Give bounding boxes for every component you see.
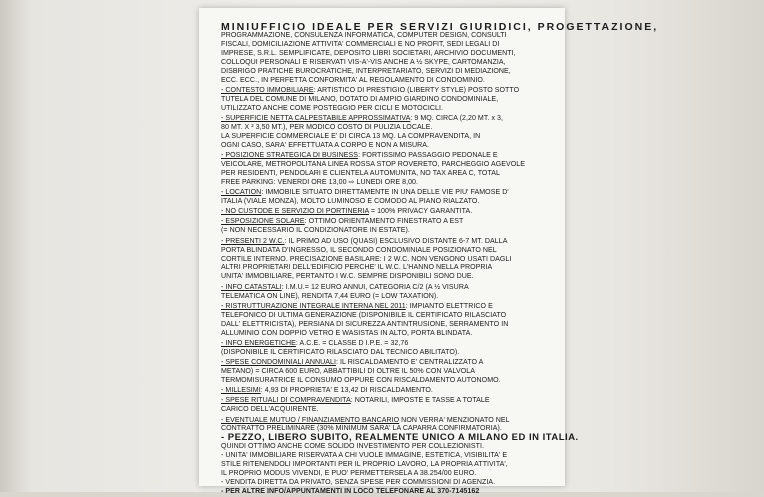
notice-line: [221, 170, 551, 179]
notice-line: [221, 273, 551, 282]
notice-line: [221, 105, 551, 114]
line-text: : FORTISSIMO PASSAGGIO PEDONALE E: [358, 152, 498, 160]
line-text: 80 MT. X ² 3,50 MT.), PER MODICO COSTO DI PULIZIA LOCALE.: [221, 123, 433, 131]
line-text: - PEZZO, LIBERO SUBITO, REALMENTE UNICO A MILANO ED IN ITALIA.: [221, 432, 579, 444]
notice-line: [221, 68, 551, 77]
line-text: : IL PRIMO AD USO (QUASI) ESCLUSIVO DISTANTE 6-7 MT. DALLA: [284, 237, 508, 245]
section-heading: - SPESE RITUALI DI COMPRAVENDITA: [221, 397, 351, 405]
notice-line: [221, 432, 579, 444]
line-text: - UNITA' IMMOBILIARE RISERVATA A CHI VUOLE IMMAGINE, ESTETICA, VISIBILITA' E: [221, 452, 508, 460]
line-text: DALL' ELETTRICISTA), PERSIANA DI SICUREZZA ANTINTRUSIONE, SERRAMENTO IN: [221, 320, 509, 328]
line-text: CONTRATTO PRELIMINARE (30% MINIMUM SARA' LA CAPARRA CONFIRMATORIA).: [221, 425, 502, 433]
notice-line: [221, 208, 551, 217]
line-text: ALTRI PROPRIETARI DELL'EDIFICIO PERCHE' IL W.C. L'HANNO NELLA PROPRIA: [221, 264, 493, 272]
line-text: : I.M.U.= 12 EURO ANNUI, CATEGORIA C/2 (A ½ VISURA: [281, 283, 469, 291]
section-heading: - ESPOSIZIONE SOLARE: [221, 218, 305, 226]
notice-line: [221, 359, 551, 368]
notice-line: [221, 284, 551, 293]
notice-line: [221, 349, 551, 358]
notice-line: [221, 256, 551, 265]
notice-line: [221, 59, 551, 68]
line-text: - VENDITA DIRETTA DA PRIVATO, SENZA SPESE PER COMMISSIONI DI AGENZIA.: [221, 479, 496, 487]
notice-line: [221, 238, 551, 247]
line-text: OGNI CASO, SARA' EFFETTUATA A CORPO E NON A MISURA.: [221, 141, 430, 149]
line-text: METANO) = CIRCA 600 EURO, ABBATTIBILI DI OLTRE IL 50% CON VALVOLA: [221, 367, 475, 375]
section-heading: - CONTESTO IMMOBILIARE: [221, 86, 314, 94]
notice-line: [221, 32, 551, 41]
notice-line: [221, 218, 551, 227]
notice-line: [221, 397, 551, 406]
notice-line: [221, 443, 551, 452]
notice-line: [221, 152, 551, 161]
line-text: PROGRAMMAZIONE, CONSULENZA INFORMATICA, COMPUTER DESIGN, CONSULTI: [221, 31, 507, 39]
line-text: : ARTISTICO DI PRESTIGIO (LIBERTY STYLE) POSTO SOTTO: [313, 86, 520, 94]
line-text: : 9 MQ. CIRCA (2,20 MT. x 3,: [410, 114, 503, 122]
notice-title: MINIUFFICIO: [221, 21, 308, 33]
notice-line: [221, 330, 551, 339]
notice-line: [221, 264, 551, 273]
line-text: IL PROPRIO MODUS VIVENDI, E PUO' PERMETTERSELA A 38.254/00 EURO.: [221, 470, 477, 478]
line-text: IDEALE PER SERVIZI GIURIDICI, PROGETTAZIONE,: [307, 21, 659, 33]
notice-line: [221, 96, 551, 105]
line-text: (DISPONIBILE IL CERTIFICATO RILASCIATO DAL TECNICO ABILITATO).: [221, 348, 460, 356]
line-text: : IMMOBILE SITUATO DIRETTAMENTE IN UNA DELLE VIE PIU' FAMOSE D': [261, 189, 509, 197]
line-text: = 100% PRIVACY GARANTITA.: [368, 208, 473, 216]
line-text: COLLOQUI PERSONALI E RISERVATI VIS-A'-VIS ANCHE A ½ SKYPE, CARTOMANZIA,: [221, 58, 506, 66]
line-text: (= NON NECESSARIO IL CONDIZIONATORE IN ESTATE).: [221, 227, 410, 235]
line-text: DISBRIGO PRATICHE BUROCRATICHE, INTERPRETARIATO, SERVIZI DI MEDIAZIONE,: [221, 67, 511, 75]
notice-line: [221, 198, 551, 207]
notice-line: [221, 133, 551, 142]
notice-line: [221, 142, 551, 151]
line-text: ALLUMINIO CON DOPPIO VETRO E WASISTAS IN ALTO, PORTA BLINDATA.: [221, 329, 473, 337]
line-text: TUTELA DEL COMUNE DI MILANO, DOTATO DI AMPIO GIARDINO CONDOMINIALE,: [221, 95, 499, 103]
notice-line: [221, 340, 551, 349]
section-heading: - INFO CATASTALI: [221, 283, 282, 291]
notice-line: [221, 227, 551, 236]
line-text: CORTILE INTERNO. PRECISAZIONE BASILARE: I 2 W.C. NON VENGONO USATI DAGLI: [221, 255, 512, 263]
section-heading: - NO CUSTODE E SERVIZIO DI PORTINERIA: [221, 208, 369, 216]
section-heading: - PRESENTI 2 W.C.: [221, 237, 285, 245]
line-text: ITALIA (VIALE MONZA), MOLTO LUMINOSO E COMODO AL PIANO RIALZATO.: [221, 198, 480, 205]
line-text: FISCALI, DOMICILIAZIONE ATTIVITA' COMMERCIALI E NO PROFIT, SEDI LEGALI DI: [221, 40, 500, 48]
notice-line: [221, 77, 551, 86]
notice-line: [221, 41, 551, 50]
line-text: VEICOLARE, METROPOLITANA LINEA ROSSA STOP ROVERETO, PARCHEGGIO AGEVOLE: [221, 160, 525, 168]
notice-line: [221, 293, 551, 302]
section-heading: - LOCATION: [221, 189, 262, 197]
line-text: : IL RISCALDAMENTO E' CENTRALIZZATO A: [335, 359, 484, 367]
line-text: TELEMATICA ON LINE), RENDITA 7,44 EURO (= LOW TAXATION).: [221, 292, 439, 300]
line-text: - PER ALTRE INFO/APPUNTAMENTI IN LOCO TELEFONARE AL 370-7145162: [221, 488, 480, 496]
notice-line: [221, 368, 551, 377]
line-text: : IMPIANTO ELETTRICO E: [405, 302, 493, 310]
line-text: IMPRESE, S.R.L. SEMPLIFICATE, DEPOSITO LIBRI SOCIETARI, ARCHIVIO DOCUMENTI,: [221, 49, 516, 57]
notice-line: [221, 461, 551, 470]
notice-line: [221, 247, 551, 256]
line-text: LA SUPERFICIE COMMERCIALE E' DI CIRCA 13 MQ. LA COMPRAVENDITA, IN: [221, 132, 481, 140]
notice-body: [221, 21, 659, 497]
notice-line: [221, 87, 551, 96]
notice-line: [221, 161, 551, 170]
notice-line: [221, 189, 551, 198]
section-heading: - INFO ENERGETICHE: [221, 339, 296, 347]
notice-line: [221, 312, 551, 321]
section-heading: - SPESE CONDOMINIALI ANNUALI: [221, 359, 336, 367]
posted-notice-sheet: [199, 8, 659, 496]
notice-line: [221, 479, 551, 488]
notice-line: [221, 470, 551, 479]
line-text: TELEFONICO DI ULTIMA GENERAZIONE (DISPONIBILE IL CERTIFICATO RILASCIATO: [221, 311, 507, 319]
notice-line: [221, 488, 551, 497]
notice-title-line: [221, 21, 659, 33]
line-text: : NOTARILI, IMPOSTE E TASSE A TOTALE: [350, 397, 490, 405]
notice-line: [221, 377, 551, 386]
section-heading: - SUPERFICIE NETTA CALPESTABILE APPROSSIMATIVA: [221, 114, 411, 122]
section-heading: - RISTRUTTURAZIONE INTEGRALE INTERNA NEL 2011: [221, 302, 406, 310]
line-text: PER RESIDENTI, PENDOLARI E CLIENTELA AUTOMUNITA, NO TAX AREA C, TOTAL: [221, 169, 500, 177]
line-text: CARICO DELL'ACQUIRENTE.: [221, 406, 319, 414]
line-text: UTILIZZATO ANCHE COME POSTEGGIO PER CICLI E MOTOCICLI.: [221, 104, 443, 112]
notice-line: [221, 387, 551, 396]
line-text: QUINDI OTTIMO ANCHE COME SOLIDO INVESTIMENTO PER COLLEZIONISTI.: [221, 443, 485, 451]
section-heading: - MILLESIMI: [221, 387, 261, 395]
line-text: : OTTIMO ORIENTAMENTO FINESTRATO A EST: [304, 218, 464, 226]
notice-line: [221, 50, 551, 59]
notice-line: [221, 452, 551, 461]
notice-line: [221, 115, 551, 124]
section-heading: - EVENTUALE MUTUO / FINANZIAMENTO BANCARIO: [221, 416, 400, 424]
notice-line: [221, 321, 551, 330]
line-text: : 4,93 DI PROPRIETA' E 13,42 DI RISCALDAMENTO.: [260, 387, 433, 395]
notice-line: [221, 179, 551, 188]
notice-line: [221, 303, 551, 312]
line-text: TERMOMISURATRICE IL CONSUMO OPPURE CON RISCALDAMENTO AUTONOMO.: [221, 376, 501, 384]
line-text: ECC. ECC., IN PERFETTA CONFORMITA' AL REGOLAMENTO DI CONDOMINIO.: [221, 76, 485, 84]
notice-line: [221, 406, 551, 415]
line-text: UNITA' IMMOBILIARE, PERTANTO I W.C. SEMPRE DISPONIBILI SONO DUE.: [221, 273, 474, 281]
notice-line: [221, 417, 551, 426]
line-text: NON VERRA' MENZIONATO NEL: [399, 416, 510, 424]
line-text: PORTA BLINDATA D'INGRESSO, IL SECONDO CONDOMINIALE POSIZIONATO NEL: [221, 246, 497, 254]
line-text: : A.C.E. = CLASSE D I.P.E. = 32,76: [295, 339, 409, 347]
line-text: STILE RITENENDOLI IMPORTANTI PER IL PROPRIO LAVORO, LA PROPRIA ATTIVITA',: [221, 461, 508, 469]
line-text: FREE PARKING: VENERDI ORE 13,00 ⇨ LUNEDI ORE 8,00.: [221, 178, 419, 186]
section-heading: - POSIZIONE STRATEGICA DI BUSINESS: [221, 152, 359, 160]
notice-line: [221, 124, 551, 133]
